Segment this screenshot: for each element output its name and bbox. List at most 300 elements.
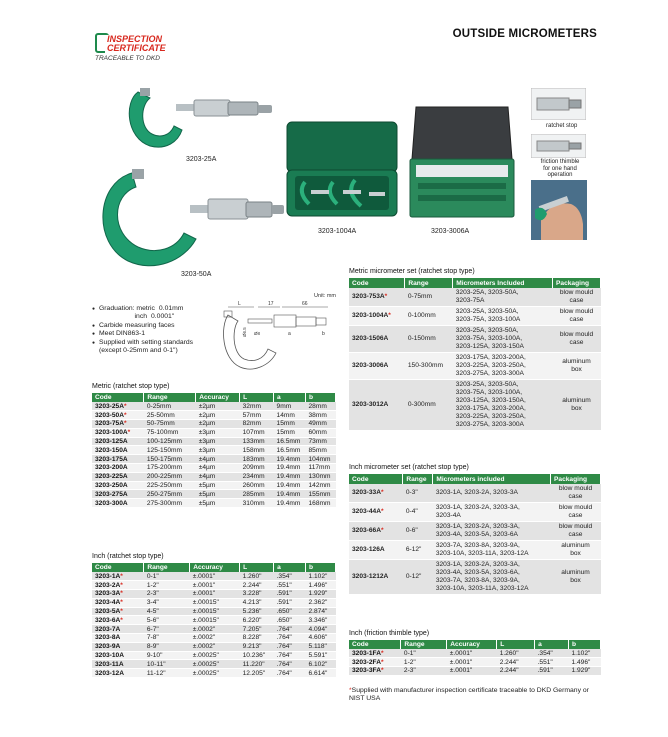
metric-set-title: Metric micrometer set (ratchet stop type) — [349, 268, 475, 275]
code-text: 3203-175A — [95, 455, 128, 463]
cell-b: 1.496" — [306, 581, 336, 590]
table-row — [349, 307, 601, 326]
table-row — [92, 581, 336, 590]
col-l: L — [240, 563, 274, 572]
cell-accuracy: ±3µm — [196, 446, 240, 455]
cell-included: 3203-175A, 3203-200A, 3203-225A, 3203-250A, 3203-275A, 3203-300A — [453, 353, 553, 380]
col-code: Code — [349, 474, 403, 484]
diagram-label-66: 66 — [302, 301, 308, 307]
cell-range: 10-11" — [144, 660, 190, 669]
cell-range: 150-175mm — [144, 455, 196, 464]
cell-range: 0-100mm — [405, 307, 453, 326]
col-range: Range — [144, 393, 196, 402]
cell-b: 28mm — [306, 402, 336, 411]
cell-code — [349, 667, 401, 676]
certificate-star: * — [380, 649, 384, 657]
cell-a: 19.4mm — [274, 499, 306, 508]
code-text: 3203-25A — [95, 402, 124, 410]
cell-accuracy: ±.00015" — [190, 607, 240, 616]
certificate-star: * — [120, 590, 123, 598]
cell-l: 1.260" — [497, 649, 535, 658]
col-range: Range — [401, 640, 447, 649]
logo-subtitle: TRACEABLE TO DKD — [95, 55, 160, 62]
table-row — [92, 499, 336, 508]
table-row — [349, 541, 601, 560]
cell-b: 142mm — [306, 481, 336, 490]
cell-a: 19.4mm — [274, 472, 306, 481]
cell-b: 104mm — [306, 455, 336, 464]
logo-line1: INSPECTION — [107, 34, 163, 44]
cell-included: 3203-25A, 3203-50A, 3203-75A, 3203-100A, 3203-125A, 3203-150A — [453, 326, 553, 353]
cell-b: 4.606" — [306, 634, 336, 643]
certificate-star: * — [380, 527, 384, 534]
cell-a: 19.4mm — [274, 464, 306, 473]
cell-included: 3203-25A, 3203-50A, 3203-75A, 3203-100A, 3203-125A, 3203-150A, 3203-175A, 3203-200A, 3203-225A, 3203-250A, 3203-275A, 3203-300A — [453, 380, 553, 431]
caption-ratchet-stop: ratchet stop — [546, 123, 578, 129]
cell-a: .650" — [274, 616, 306, 625]
cell-code — [92, 455, 144, 464]
cell-l: 183mm — [240, 455, 274, 464]
code-text: 3203-200A — [95, 464, 128, 472]
cell-code — [92, 660, 144, 669]
graduation-metric-value: 0.01mm — [158, 305, 184, 312]
col-b: b — [306, 393, 336, 402]
code-text: 3203-9A — [95, 643, 121, 651]
cell-accuracy: ±.00025" — [190, 651, 240, 660]
cell-a: 16.5mm — [274, 437, 306, 446]
col-accuracy: Accuracy — [447, 640, 497, 649]
cell-range: 0-25mm — [144, 402, 196, 411]
cell-range: 100-125mm — [144, 437, 196, 446]
cell-code — [349, 658, 401, 667]
cell-b: 49mm — [306, 420, 336, 429]
cell-code — [92, 642, 144, 651]
cell-accuracy: ±.00015" — [190, 616, 240, 625]
logo-line2: CERTIFICATE — [107, 43, 166, 53]
cell-range: 9-10" — [144, 651, 190, 660]
cell-b: 5.591" — [306, 651, 336, 660]
page-title: OUTSIDE MICROMETERS — [452, 28, 597, 40]
table-row — [349, 380, 601, 431]
table-row — [349, 503, 601, 522]
cell-accuracy: ±.0001" — [447, 658, 497, 667]
cell-range: 0-300mm — [405, 380, 453, 431]
micrometer-50a-image — [92, 165, 287, 275]
certificate-star: * — [380, 489, 384, 496]
cell-b: 4.094" — [306, 625, 336, 634]
code-text: 3203-3006A — [352, 362, 389, 369]
cell-l: 10.236" — [240, 651, 274, 660]
cell-accuracy: ±.0001" — [190, 590, 240, 599]
cell-accuracy: ±3µm — [196, 428, 240, 437]
cell-b: 168mm — [306, 499, 336, 508]
table-row — [92, 472, 336, 481]
code-text: 3203-125A — [95, 438, 128, 446]
metric-table-title: Metric (ratchet stop type) — [92, 383, 170, 390]
table-row — [92, 428, 336, 437]
cell-code — [92, 590, 144, 599]
cell-code — [92, 616, 144, 625]
cell-code — [349, 649, 401, 658]
table-row — [92, 616, 336, 625]
inch-label: inch — [134, 313, 147, 321]
cell-accuracy: ±.00025" — [190, 660, 240, 669]
logo-title — [105, 35, 166, 53]
cell-code — [92, 651, 144, 660]
caption-3203-25a: 3203-25A — [186, 156, 217, 163]
table-row — [92, 455, 336, 464]
cell-range: 2-3" — [144, 590, 190, 599]
certificate-star: * — [120, 616, 123, 624]
col-l: L — [497, 640, 535, 649]
cell-l: 9.213" — [240, 642, 274, 651]
cell-accuracy: ±4µm — [196, 464, 240, 473]
cell-range: 75-100mm — [144, 428, 196, 437]
code-text: 3203-2A — [95, 581, 121, 589]
certificate-star: * — [120, 581, 123, 589]
diagram-unit-label: Unit: mm — [314, 293, 336, 299]
cell-code — [92, 411, 144, 420]
cell-a: .551" — [535, 658, 569, 667]
table-row — [92, 411, 336, 420]
code-text: 3203-44A — [352, 508, 381, 515]
col-b: b — [306, 563, 336, 572]
diagram-label-d8: Ø8 — [254, 331, 261, 336]
certificate-star: * — [120, 608, 123, 616]
cell-packaging: blow mould case — [551, 484, 601, 503]
cell-code — [349, 326, 405, 353]
table-row — [349, 658, 601, 667]
code-text: 3203-3012A — [352, 401, 389, 408]
cell-range: 2-3" — [401, 667, 447, 676]
cell-included: 3203-1A, 3203-2A, 3203-3A, 3203-4A, 3203-5A, 3203-6A, 3203-7A, 3203-8A, 3203-9A, 3203-10A, 3203-11A, 3203-12A — [433, 560, 551, 595]
cell-packaging: aluminum box — [553, 380, 601, 431]
cell-l: 158mm — [240, 446, 274, 455]
cell-packaging: aluminum box — [551, 541, 601, 560]
col-packaging: Packaging — [551, 474, 601, 484]
cell-b: 3.346" — [306, 616, 336, 625]
code-text: 3203-75A — [95, 420, 124, 428]
cell-l: 11.220" — [240, 660, 274, 669]
col-a: a — [274, 393, 306, 402]
col-accuracy: Accuracy — [196, 393, 240, 402]
code-text: 3203-5A — [95, 608, 121, 616]
code-text: 3203-150A — [95, 446, 128, 454]
code-text: 3203-6A — [95, 616, 121, 624]
cell-l: 8.228" — [240, 634, 274, 643]
cell-accuracy: ±.0001" — [190, 581, 240, 590]
table-row — [92, 490, 336, 499]
col-range: Range — [403, 474, 433, 484]
certificate-star: * — [380, 667, 384, 675]
feature-item-continued: (except 0-25mm and 0-1") — [99, 347, 178, 355]
cell-b: 117mm — [306, 464, 336, 473]
cell-a: .354" — [274, 572, 306, 581]
table-row — [92, 669, 336, 678]
ratchet-stop-image — [531, 88, 586, 120]
caption-3203-3006a: 3203-3006A — [431, 228, 470, 235]
col-code: Code — [92, 563, 144, 572]
code-text: 3203-126A — [352, 546, 385, 553]
cell-accuracy: ±2µm — [196, 402, 240, 411]
code-text: 3203-1A — [95, 572, 121, 580]
cell-a: .764" — [274, 651, 306, 660]
cell-range: 275-300mm — [144, 499, 196, 508]
cell-code — [92, 634, 144, 643]
cell-a: .591" — [535, 667, 569, 676]
cell-accuracy: ±.0002" — [190, 642, 240, 651]
cell-l: 82mm — [240, 420, 274, 429]
col-l: L — [240, 393, 274, 402]
table-header-row — [349, 474, 601, 484]
cell-b: 1.929" — [306, 590, 336, 599]
cell-range: 6-12" — [403, 541, 433, 560]
cell-code — [92, 428, 144, 437]
cell-a: .764" — [274, 669, 306, 678]
cell-included: 3203-25A, 3203-50A, 3203-75A, 3203-100A — [453, 307, 553, 326]
code-text: 3203-7A — [95, 625, 121, 633]
code-text: 3203-12A — [95, 669, 124, 677]
cell-code — [92, 669, 144, 678]
table-row — [92, 651, 336, 660]
cell-b: 1.929" — [569, 667, 601, 676]
cell-accuracy: ±.0002" — [190, 625, 240, 634]
cell-l: 285mm — [240, 490, 274, 499]
certificate-star: * — [123, 420, 127, 428]
cell-a: .650" — [274, 607, 306, 616]
cell-a: 14mm — [274, 411, 306, 420]
caption-friction-thimble: friction thimble for one hand operation — [540, 159, 580, 178]
table-row — [92, 660, 336, 669]
table-header-row — [92, 563, 336, 572]
cell-code — [92, 499, 144, 508]
cell-range: 200-225mm — [144, 472, 196, 481]
table-row — [92, 402, 336, 411]
col-range: Range — [144, 563, 190, 572]
cell-code — [92, 572, 144, 581]
cell-l: 234mm — [240, 472, 274, 481]
table-header-row — [349, 278, 601, 288]
cell-range: 11-12" — [144, 669, 190, 678]
cell-range: 5-6" — [144, 616, 190, 625]
code-text: 3203-4A — [95, 599, 121, 607]
inch-set-table — [349, 474, 601, 595]
cell-l: 2.244" — [497, 667, 535, 676]
code-text: 3203-1004A — [352, 312, 389, 319]
code-text: 3203-753A — [352, 293, 385, 300]
certificate-star: * — [120, 599, 123, 607]
feature-graduation-inch — [92, 313, 193, 321]
cell-code — [92, 607, 144, 616]
cell-code — [92, 481, 144, 490]
cell-accuracy: ±5µm — [196, 490, 240, 499]
cell-range: 0-1" — [401, 649, 447, 658]
code-text: 3203-3FA — [352, 667, 381, 675]
inch-table-title: Inch (ratchet stop type) — [92, 553, 164, 560]
col-range: Range — [405, 278, 453, 288]
cell-a: 9mm — [274, 402, 306, 411]
footnote-text: Supplied with manufacturer inspection certificate traceable to DKD Germany or NIST USA — [349, 687, 589, 703]
code-text: 3203-100A — [95, 429, 128, 437]
col-b: b — [569, 640, 601, 649]
table-row — [349, 560, 601, 595]
cell-accuracy: ±5µm — [196, 481, 240, 490]
table-row — [92, 464, 336, 473]
table-row — [92, 420, 336, 429]
cell-code — [92, 490, 144, 499]
aluminum-box-3006a-image — [408, 103, 518, 223]
table-row — [92, 446, 336, 455]
cell-a: 15mm — [274, 428, 306, 437]
cell-a: .764" — [274, 634, 306, 643]
table-row — [349, 667, 601, 676]
cell-b: 6.614" — [306, 669, 336, 678]
table-row — [349, 522, 601, 541]
cell-code — [349, 560, 403, 595]
code-text: 3203-10A — [95, 652, 124, 660]
table-row — [92, 642, 336, 651]
cell-a: .764" — [274, 642, 306, 651]
cell-code — [349, 380, 405, 431]
cell-a: .354" — [535, 649, 569, 658]
cell-a: .764" — [274, 660, 306, 669]
code-text: 3203-275A — [95, 490, 128, 498]
cell-l: 57mm — [240, 411, 274, 420]
certificate-star: * — [380, 658, 384, 666]
cell-code — [92, 598, 144, 607]
cell-range: 50-75mm — [144, 420, 196, 429]
cell-code — [349, 353, 405, 380]
cell-l: 2.244" — [497, 658, 535, 667]
cell-l: 6.220" — [240, 616, 274, 625]
feature-item: ● Meet DIN863-1 — [92, 330, 193, 338]
cell-accuracy: ±2µm — [196, 420, 240, 429]
cell-range: 0-6" — [403, 522, 433, 541]
graduation-label: Graduation: metric — [99, 305, 155, 312]
diagram-label-l: L — [238, 301, 241, 307]
code-text: 3203-1FA — [352, 649, 381, 657]
cell-accuracy: ±2µm — [196, 411, 240, 420]
cell-included: 3203-1A, 3203-2A, 3203-3A, 3203-4A, 3203-5A, 3203-6A — [433, 522, 551, 541]
cell-code — [349, 484, 403, 503]
cell-included: 3203-7A, 3203-8A, 3203-9A, 3203-10A, 3203-11A, 3203-12A — [433, 541, 551, 560]
certificate-star: * — [123, 402, 127, 410]
set-case-1004a-image — [285, 120, 400, 220]
cell-b: 2.362" — [306, 598, 336, 607]
cell-a: .591" — [274, 590, 306, 599]
cell-range: 0-75mm — [405, 288, 453, 307]
cell-l: 133mm — [240, 437, 274, 446]
cell-a: 15mm — [274, 420, 306, 429]
cell-range: 25-50mm — [144, 411, 196, 420]
table-header-row — [349, 640, 601, 649]
cell-a: 19.4mm — [274, 490, 306, 499]
certificate-star: * — [388, 312, 391, 319]
table-row — [349, 288, 601, 307]
cell-l: 5.236" — [240, 607, 274, 616]
code-text: 3203-8A — [95, 634, 121, 642]
inspection-certificate-logo — [95, 31, 175, 61]
cell-code — [349, 522, 403, 541]
inch-set-title: Inch micrometer set (ratchet stop type) — [349, 464, 469, 471]
certificate-star: * — [380, 508, 384, 515]
cell-b: 38mm — [306, 411, 336, 420]
cell-b: 1.496" — [569, 658, 601, 667]
table-row — [349, 484, 601, 503]
code-text: 3203-300A — [95, 499, 128, 507]
code-text: 3203-50A — [95, 411, 124, 419]
cell-b: 130mm — [306, 472, 336, 481]
friction-thimble-image — [531, 134, 586, 158]
cell-range: 225-250mm — [144, 481, 196, 490]
cell-code — [92, 446, 144, 455]
cell-l: 4.213" — [240, 598, 274, 607]
code-text: 3203-1212A — [352, 573, 389, 580]
cell-code — [92, 464, 144, 473]
cell-code — [92, 625, 144, 634]
cell-l: 2.244" — [240, 581, 274, 590]
feature-list — [92, 305, 193, 355]
col-accuracy: Accuracy — [190, 563, 240, 572]
cell-range: 0-4" — [403, 503, 433, 522]
cell-code — [92, 472, 144, 481]
table-row — [92, 607, 336, 616]
cell-packaging: aluminum box — [553, 353, 601, 380]
cell-accuracy: ±3µm — [196, 437, 240, 446]
code-text: 3203-225A — [95, 473, 128, 481]
cell-l: 107mm — [240, 428, 274, 437]
cell-code — [92, 402, 144, 411]
cell-range: 6-7" — [144, 625, 190, 634]
cell-range: 8-9" — [144, 642, 190, 651]
cell-included: 3203-25A, 3203-50A, 3203-75A — [453, 288, 553, 307]
cell-a: .764" — [274, 625, 306, 634]
code-text: 3203-3A — [95, 590, 121, 598]
cell-code — [92, 420, 144, 429]
cell-packaging: blow mould case — [553, 288, 601, 307]
cell-accuracy: ±.00015" — [190, 598, 240, 607]
cell-a: .551" — [274, 581, 306, 590]
feature-item: ● Supplied with setting standards — [92, 339, 193, 347]
cell-b: 85mm — [306, 446, 336, 455]
cell-code — [349, 541, 403, 560]
table-row — [92, 634, 336, 643]
cell-accuracy: ±.0001" — [190, 572, 240, 581]
cell-l: 310mm — [240, 499, 274, 508]
graduation-inch-value: 0.0001" — [151, 313, 175, 321]
cell-range: 4-5" — [144, 607, 190, 616]
col-code: Code — [349, 278, 405, 288]
certificate-star: * — [127, 429, 131, 437]
table-row — [92, 625, 336, 634]
table-header-row — [92, 393, 336, 402]
cell-accuracy: ±4µm — [196, 455, 240, 464]
diagram-label-d65: Ø6.5 — [242, 327, 247, 337]
cell-accuracy: ±4µm — [196, 472, 240, 481]
table-row — [92, 590, 336, 599]
cell-code — [349, 503, 403, 522]
code-text: 3203-1506A — [352, 335, 389, 342]
cell-b: 60mm — [306, 428, 336, 437]
cell-code — [92, 581, 144, 590]
col-code: Code — [92, 393, 144, 402]
feature-item: ● Carbide measuring faces — [92, 322, 193, 330]
footnote-star: * — [349, 687, 352, 694]
cell-packaging: blow mould case — [553, 307, 601, 326]
cell-accuracy: ±.0002" — [190, 634, 240, 643]
caption-3203-50a: 3203-50A — [181, 271, 212, 278]
certificate-star: * — [123, 411, 127, 419]
